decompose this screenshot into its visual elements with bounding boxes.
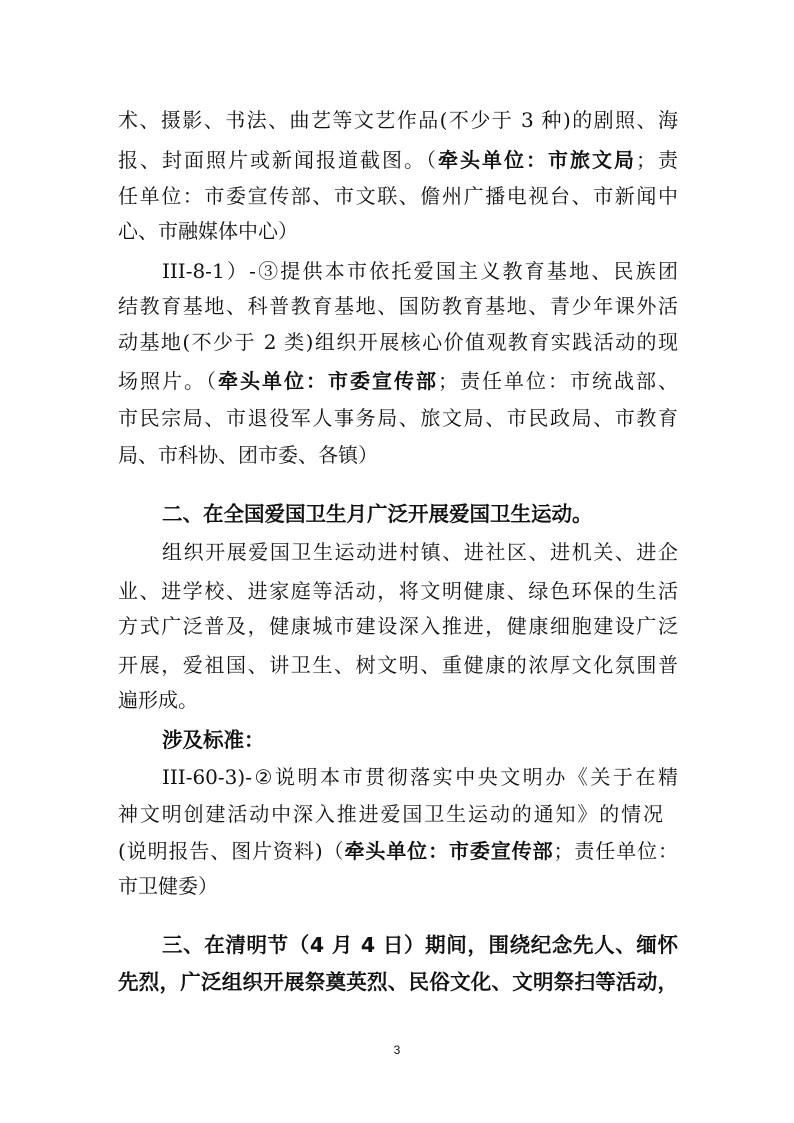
p1-line2: [118, 148, 678, 172]
p3-line4: 开展，爱祖国、讲卫生、树文明、重健康的浓厚文化氛围普: [118, 653, 678, 677]
p1-line1: 术、摄影、书法、曲艺等文艺作品(不少于 3 种)的剧照、海: [118, 108, 678, 132]
section-heading-3-line2: 先烈，广泛组织开展祭奠英烈、民俗文化、文明祭扫等活动，: [118, 970, 678, 994]
p2-line4-tail: ；责任单位：市统战部、: [438, 369, 678, 393]
p1-line4: 心、市融媒体中心）: [118, 219, 298, 243]
p4-line3-text: (说明报告、图片资料)（: [118, 839, 345, 863]
p3-line2: 业、进学校、进家庭等活动，将文明健康、绿色环保的生活: [118, 579, 678, 603]
standard-label: 涉及标准：: [162, 728, 265, 752]
p3-line1: 组织开展爱国卫生运动进村镇、进社区、进机关、进企: [162, 540, 678, 564]
p3-line3: 方式广泛普及，健康城市建设深入推进，健康细胞建设广泛: [118, 614, 678, 638]
p3-line5: 遍形成。: [118, 688, 198, 712]
section-heading-3-line1: 三、在清明节（4 月 4 日）期间，围绕纪念先人、缅怀: [162, 933, 678, 957]
p1-line3: 任单位：市委宣传部、市文联、儋州广播电视台、市新闻中: [118, 184, 678, 208]
p2-line2: 结教育基地、科普教育基地、国防教育基地、青少年课外活: [118, 294, 678, 318]
p4-line4: 市卫健委）: [118, 874, 218, 898]
p4-line2: 神文明创建活动中深入推进爱国卫生运动的通知》的情况: [118, 802, 663, 826]
lead-unit-label: 牵头单位：市旅文局: [438, 148, 636, 172]
page-number: 3: [393, 1043, 401, 1057]
p2-line4-text: 场照片。（: [118, 369, 218, 393]
lead-unit-label: 牵头单位：市委宣传部: [344, 839, 554, 863]
p2-line5: 市民宗局、市退役军人事务局、旅文局、市民政局、市教育: [118, 406, 678, 430]
section-heading-2: 二、在全国爱国卫生月广泛开展爱国卫生运动。: [162, 502, 593, 526]
p2-line1: III-8-1）-③提供本市依托爱国主义教育基地、民族团: [162, 259, 678, 283]
lead-unit-label: 牵头单位：市委宣传部: [218, 369, 438, 393]
p2-line3: 动基地(不少于 2 类)组织开展核心价值观教育实践活动的现: [118, 330, 678, 354]
p4-line3-tail: ；责任单位：: [553, 839, 679, 863]
p2-line4: [118, 369, 678, 393]
p4-line1: III-60-3)-②说明本市贯彻落实中央文明办《关于在精: [162, 765, 678, 789]
p4-line3: [118, 839, 678, 863]
p1-line2-text: 报、封面照片或新闻报道截图。（: [118, 148, 438, 172]
p1-line2-tail: ；责: [636, 148, 678, 172]
p2-line6: 局、市科协、团市委、各镇）: [118, 443, 378, 467]
